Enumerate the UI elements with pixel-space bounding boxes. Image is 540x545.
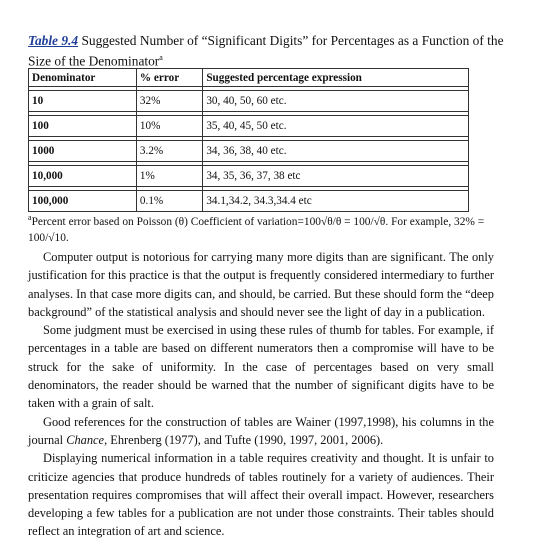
paragraph-3-after: , Ehrenberg (1977), and Tufte (1990, 1997, 2001, 2006).: [104, 432, 384, 447]
paragraph-3-before: Good references for the construction of tables are Wainer (1997,1998), his columns in the journal: [28, 414, 494, 447]
cell-expression: 34.1,34.2, 34.3,34.4 etc: [203, 191, 469, 212]
caption-text: Suggested Number of “Significant Digits” for Percentages as a Function of the Size of the Denominator: [28, 33, 504, 69]
table-footnote: [28, 214, 498, 246]
table-number-link[interactable]: Table 9.4: [28, 33, 79, 48]
cell-error: 1%: [136, 166, 202, 187]
table-row: [29, 116, 469, 137]
cell-denominator: 10: [29, 91, 137, 112]
table-row: [29, 166, 469, 187]
caption-footnote-marker: a: [159, 53, 163, 62]
header-denominator: Denominator: [29, 69, 137, 87]
header-error: % error: [136, 69, 202, 87]
cell-denominator: 100: [29, 116, 137, 137]
table-row: [29, 141, 469, 162]
cell-denominator: 1000: [29, 141, 137, 162]
paragraph-2: Some judgment must be exercised in using these rules of thumb for tables. For example, if percentages in a table are based on different numerators then a compromise will have to be struck for the sake of uniformity. In the case of percentages based on very small denominators, the reader should be warned that the number of significant digits have to be taken with a grain of salt.: [28, 323, 494, 411]
header-expression: Suggested percentage expression: [203, 69, 469, 87]
cell-error: 10%: [136, 116, 202, 137]
cell-denominator: 100,000: [29, 191, 137, 212]
footnote-marker: a: [28, 213, 32, 222]
cell-error: 3.2%: [136, 141, 202, 162]
significant-digits-table: [28, 68, 469, 212]
table-header-row: [29, 69, 469, 87]
table-row: [29, 91, 469, 112]
footnote-text: Percent error based on Poisson (θ) Coefficient of variation=100√θ/θ = 100/√θ. For example, 32% = 100/√10.: [28, 216, 485, 244]
paragraph-1: Computer output is notorious for carrying many more digits than are significant. The only justification for this practice is that the output is frequently considered intermediary to further analyses. In that case more digits can, and should, be carried. But these should form the “deep background” of the statistical analysis and should never see the light of day in a publication.: [28, 250, 494, 319]
cell-expression: 30, 40, 50, 60 etc.: [203, 91, 469, 112]
cell-expression: 35, 40, 45, 50 etc.: [203, 116, 469, 137]
table-caption: [28, 32, 508, 69]
cell-error: 0.1%: [136, 191, 202, 212]
body-text: [28, 248, 494, 541]
cell-error: 32%: [136, 91, 202, 112]
cell-expression: 34, 36, 38, 40 etc.: [203, 141, 469, 162]
cell-denominator: 10,000: [29, 166, 137, 187]
cell-expression: 34, 35, 36, 37, 38 etc: [203, 166, 469, 187]
table-row: [29, 191, 469, 212]
journal-title: Chance: [66, 432, 105, 447]
paragraph-4: Displaying numerical information in a table requires creativity and thought. It is unfair to criticize agencies that produce hundreds of tables routinely for a variety of audiences. Their presentation requires compromises that will affect their overall impact. However, researchers developing a few tables for a publication are not under those constraints. Their tables should reflect an integration of art and science.: [28, 451, 494, 539]
paragraph-3: [28, 413, 494, 450]
